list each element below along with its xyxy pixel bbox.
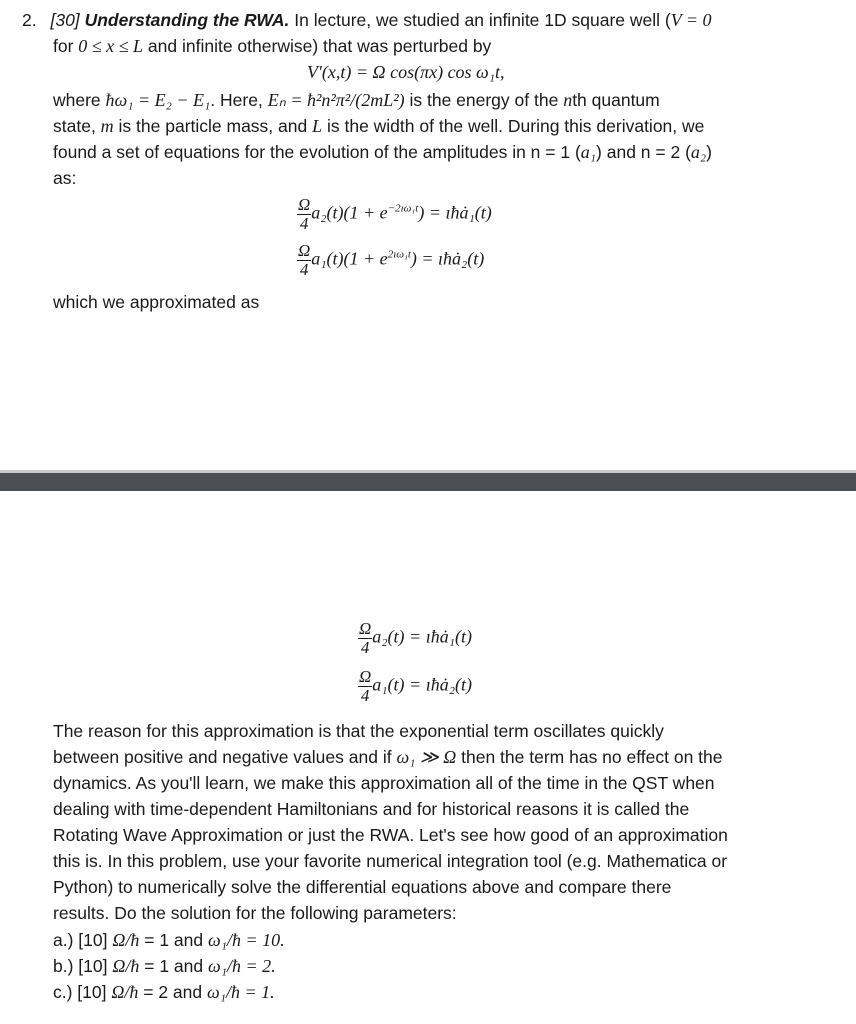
reason-line-7: Python) to numerically solve the differential equations above and compare there (53, 877, 672, 897)
line5-mid: is the particle mass, and (113, 116, 313, 136)
fraction-omega-over-4 (358, 620, 372, 657)
full-equation-2 (297, 242, 484, 279)
part-c-math2: ω₁/ħ = 1. (207, 982, 275, 1002)
eq2-rhs: ) = ıħȧ₂(t) (410, 248, 485, 269)
part-a-math1: Ω/ħ (112, 930, 140, 950)
eq1-exponent: −2ıω₁t (387, 202, 419, 215)
line6-end: ) (706, 142, 712, 162)
L-symbol: L (312, 116, 323, 136)
fraction-omega-over-4 (297, 242, 311, 279)
problem-line-4 (53, 90, 660, 111)
frac-numerator: Ω (298, 195, 311, 214)
frac-denominator: 4 (299, 260, 309, 279)
part-a (53, 930, 285, 951)
frac-numerator: Ω (359, 619, 372, 638)
part-c-math1: Ω/ħ (111, 982, 139, 1002)
m-symbol: m (100, 116, 114, 136)
eq2-lhs: a₁(t)(1 + e (311, 248, 388, 269)
perturbation-equation: V′(x,t) = Ω cos(πx) cos ω₁t, (307, 62, 505, 82)
rwa2-body: a₁(t) = ıħȧ₂(t) (372, 674, 472, 695)
rwa1-body: a₂(t) = ıħȧ₁(t) (372, 626, 472, 647)
part-b-label: b.) [10] (53, 956, 113, 976)
frac-denominator: 4 (299, 214, 309, 233)
part-c-label: c.) [10] (53, 982, 112, 1002)
frac-numerator: Ω (298, 241, 311, 260)
part-b (53, 956, 276, 977)
a1-symbol: a₁ (580, 142, 597, 162)
full-equation-1 (297, 196, 492, 233)
part-b-math1: Ω/ħ (112, 956, 140, 976)
reason-line-1: The reason for this approximation is that the exponential term oscillates quickly (53, 721, 664, 741)
line4-mid: . Here, (210, 90, 268, 110)
rwa-equation-1 (358, 620, 472, 657)
frac-numerator: Ω (359, 667, 372, 686)
fraction-omega-over-4 (358, 668, 372, 705)
part-c-text: = 2 and (138, 982, 207, 1002)
reason-line-8: results. Do the solution for the following parameters: (53, 903, 457, 923)
line4-end: th quantum (572, 90, 660, 110)
domain-condition: 0 ≤ x ≤ L (78, 36, 144, 56)
reason-l2-math: ω₁ ≫ Ω (396, 747, 457, 767)
problem-points: [30] (50, 10, 80, 30)
line4-text: where (53, 90, 106, 110)
frac-denominator: 4 (360, 638, 370, 657)
problem-line-6 (53, 142, 712, 163)
eq1-rhs: ) = ıħȧ₁(t) (418, 202, 492, 223)
eq1-lhs: a₂(t)(1 + e (311, 202, 388, 223)
n-symbol: n (563, 90, 573, 110)
reason-line-3: dynamics. As you'll learn, we make this approximation all of the time in the QST when (53, 773, 715, 793)
line2-text: for (53, 36, 79, 56)
reason-line-4: dealing with time-dependent Hamiltonians and for historical reasons it is called the (53, 799, 690, 819)
line5-post: is the width of the well. During this derivation, we (322, 116, 705, 136)
problem-line-7: as: (53, 168, 77, 188)
line6-mid: ) and n = 2 ( (596, 142, 691, 162)
reason-l2-pre: between positive and negative values and if (53, 747, 397, 767)
intro-condition: V = 0 (670, 10, 712, 30)
fraction-omega-over-4 (297, 196, 311, 233)
part-b-text: = 1 and (139, 956, 208, 976)
approx-text: which we approximated as (53, 292, 260, 312)
part-b-math2: ω₁/ħ = 2. (207, 956, 276, 976)
intro-text: In lecture, we studied an infinite 1D square well ( (294, 10, 671, 30)
part-a-label: a.) [10] (53, 930, 113, 950)
eq2-exponent: 2ıω₁t (387, 248, 411, 261)
reason-line-2 (53, 747, 723, 768)
reason-line-6: this is. In this problem, use your favorite numerical integration tool (e.g. Mathematica or (53, 851, 728, 871)
reason-l2-post: then the term has no effect on the (456, 747, 723, 767)
problem-number: 2. (22, 10, 37, 30)
problem-title: Understanding the RWA. (84, 10, 290, 30)
part-a-math2: ω₁/ħ = 10. (207, 930, 285, 950)
problem-line-2 (53, 36, 491, 57)
line5-text: state, (53, 116, 101, 136)
line6-text: found a set of equations for the evolution of the amplitudes in n = 1 ( (53, 142, 581, 162)
line4-post: is the energy of the (404, 90, 564, 110)
problem-line-5 (53, 116, 704, 137)
page-divider (0, 473, 856, 491)
part-c (53, 982, 275, 1003)
line2-text-end: and infinite otherwise) that was perturbed by (143, 36, 492, 56)
energy-difference: ħω₁ = E₂ − E₁ (105, 90, 211, 110)
frac-denominator: 4 (360, 686, 370, 705)
part-a-text: = 1 and (139, 930, 208, 950)
a2-symbol: a₂ (690, 142, 707, 162)
rwa-equation-2 (358, 668, 472, 705)
reason-line-5: Rotating Wave Approximation or just the RWA. Let's see how good of an approximation (53, 825, 728, 845)
energy-formula: Eₙ = ħ²n²π²/(2mL²) (267, 90, 405, 110)
problem-header-line (22, 10, 712, 31)
